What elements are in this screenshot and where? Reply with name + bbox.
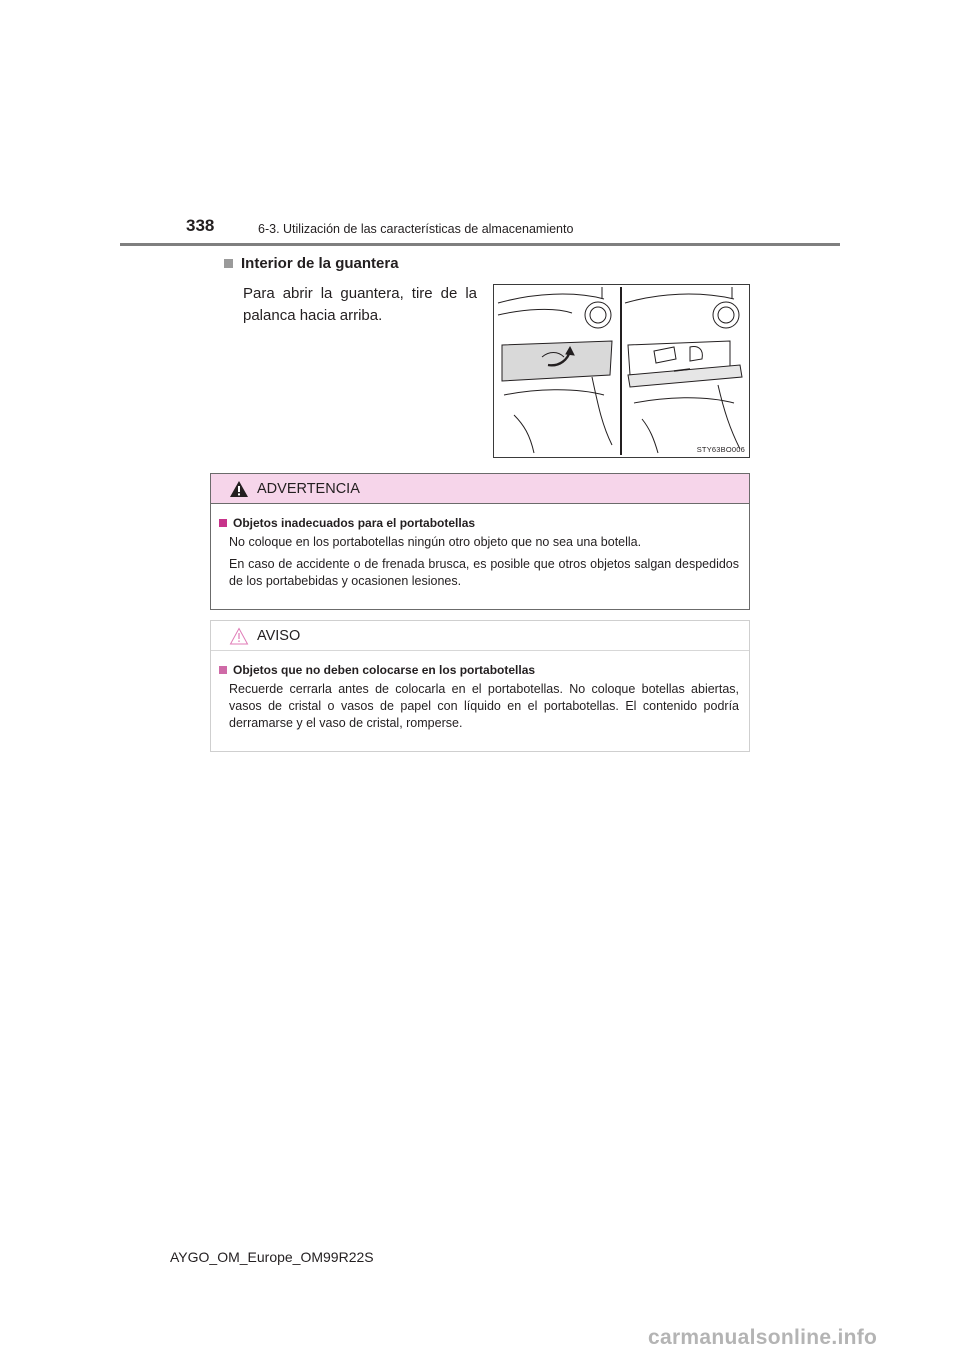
dash-lower-contour-left xyxy=(504,390,604,395)
glovebox-illustration xyxy=(493,284,750,458)
warning-label: ADVERTENCIA xyxy=(257,480,360,497)
warning-body xyxy=(211,504,749,590)
caution-triangle-outline-icon xyxy=(229,627,249,645)
glovebox-door-open xyxy=(628,365,742,387)
illustration-code: STY63BO006 xyxy=(696,445,745,454)
air-vent-right-inner xyxy=(718,307,734,323)
warning-box xyxy=(210,473,750,610)
header-rule xyxy=(120,243,840,246)
air-vent-left-inner xyxy=(590,307,606,323)
glovebox-inner-latch xyxy=(654,347,676,363)
notice-header xyxy=(211,621,749,651)
notice-item-title xyxy=(219,663,739,677)
notice-box xyxy=(210,620,750,752)
notice-body xyxy=(211,651,749,732)
dash-lower-contour-right xyxy=(634,398,734,403)
footer-document-code: AYGO_OM_Europe_OM99R22S xyxy=(170,1249,374,1265)
warning-item-title-text: Objetos inadecuados para el portabotellas xyxy=(233,516,476,530)
square-bullet-icon xyxy=(219,666,227,674)
notice-label: AVISO xyxy=(257,627,301,644)
warning-triangle-icon xyxy=(229,480,249,498)
air-vent-left-outer xyxy=(585,302,611,328)
square-bullet-icon xyxy=(224,259,233,268)
section-heading-text: Interior de la guantera xyxy=(241,255,399,272)
notice-paragraph: Recuerde cerrarla antes de colocarla en el portabotellas. No coloque botellas abiertas, vasos de cristal o vasos de papel con líquido en el portabotellas. El contenido podría derramarse y el vaso de cristal, romperse. xyxy=(229,682,739,730)
glovebox-door-closed xyxy=(502,341,612,381)
notice-item-title-text: Objetos que no deben colocarse en los portabotellas xyxy=(233,663,536,677)
dash-top-line-right xyxy=(625,294,734,303)
dash-top-line-left xyxy=(498,294,604,303)
section-heading xyxy=(224,255,399,272)
warning-paragraph: No coloque en los portabotellas ningún otro objeto que no sea una botella. xyxy=(229,535,642,549)
square-bullet-icon xyxy=(219,519,227,527)
console-edge-left xyxy=(592,377,612,445)
seat-edge-right xyxy=(642,419,658,453)
page-number: 338 xyxy=(186,216,215,235)
glovebox-drawing xyxy=(494,285,749,457)
warning-header xyxy=(211,474,749,504)
warning-item-title xyxy=(219,516,739,530)
air-vent-right-outer xyxy=(713,302,739,328)
glovebox-inner-part xyxy=(690,347,702,362)
warning-paragraph: En caso de accidente o de frenada brusca, es posible que otros objetos salgan despedidos de los portabebidas y ocasionen lesiones. xyxy=(229,557,739,588)
chapter-title: 6-3. Utilización de las características de almacenamiento xyxy=(258,222,574,236)
section-body-text: Para abrir la guantera, tire de la palanca hacia arriba. xyxy=(243,285,477,324)
dash-contour-left xyxy=(498,309,572,315)
seat-edge-left xyxy=(514,415,534,453)
watermark: carmanualsonline.info xyxy=(648,1326,878,1349)
console-edge-right xyxy=(718,385,740,449)
